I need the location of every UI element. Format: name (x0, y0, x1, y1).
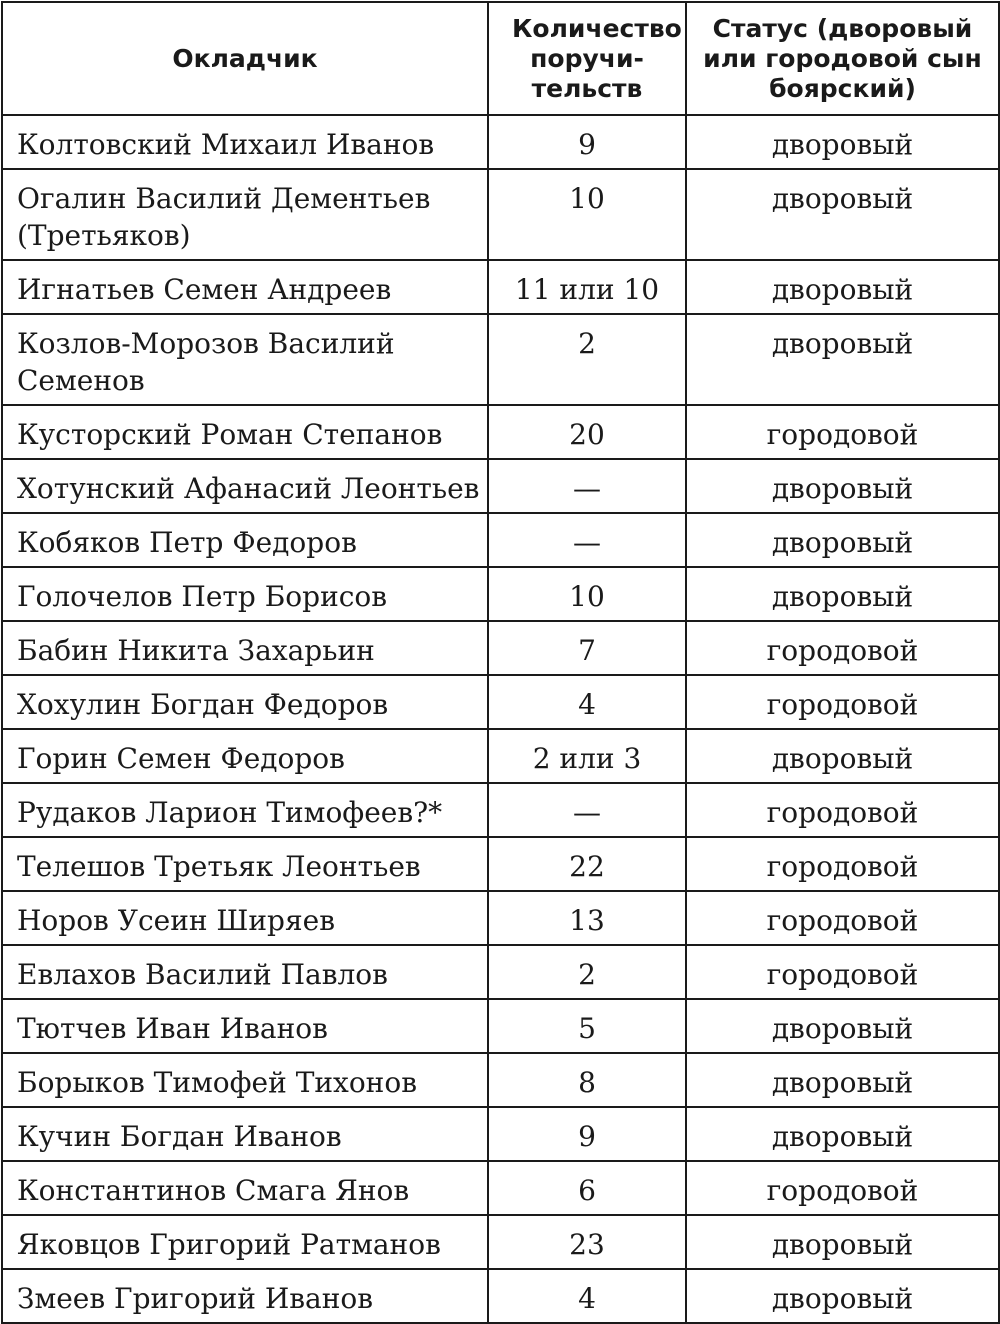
row-count: — (488, 783, 686, 837)
row-name: Игнатьев Семен Андреев (2, 260, 488, 314)
table-row (2, 513, 999, 567)
header-status-label: Статус (дворовый или городовой сын боярский) (703, 13, 982, 103)
table-body (2, 115, 999, 1323)
table-row (2, 314, 999, 405)
row-count: 23 (488, 1215, 686, 1269)
row-status: городовой (686, 621, 999, 675)
row-name: Борыков Тимофей Тихонов (2, 1053, 488, 1107)
row-status: городовой (686, 405, 999, 459)
table-row (2, 459, 999, 513)
table-row (2, 945, 999, 999)
row-status: дворовый (686, 1107, 999, 1161)
row-name: Норов Усеин Ширяев (2, 891, 488, 945)
row-status: дворовый (686, 169, 999, 260)
table-row (2, 1053, 999, 1107)
row-status: дворовый (686, 567, 999, 621)
row-count: 2 или 3 (488, 729, 686, 783)
row-count: 8 (488, 1053, 686, 1107)
table-row (2, 891, 999, 945)
table-row (2, 1215, 999, 1269)
table-row (2, 729, 999, 783)
row-count: 2 (488, 314, 686, 405)
row-count: 13 (488, 891, 686, 945)
row-status: дворовый (686, 260, 999, 314)
header-count-label: Количество поручи-тельств (512, 13, 682, 103)
row-name: Кучин Богдан Иванов (2, 1107, 488, 1161)
table-row (2, 1161, 999, 1215)
row-count: — (488, 459, 686, 513)
row-count: 20 (488, 405, 686, 459)
table-header (2, 2, 999, 115)
row-status: дворовый (686, 513, 999, 567)
row-status: дворовый (686, 115, 999, 169)
okladchiki-table (1, 1, 1000, 1324)
row-name: Змеев Григорий Иванов (2, 1269, 488, 1323)
table-row (2, 999, 999, 1053)
row-name: Колтовский Михаил Иванов (2, 115, 488, 169)
row-status: дворовый (686, 1269, 999, 1323)
row-name: Козлов-Морозов Василий Семенов (2, 314, 488, 405)
table-row (2, 405, 999, 459)
table-row (2, 621, 999, 675)
row-status: городовой (686, 1161, 999, 1215)
row-status: городовой (686, 675, 999, 729)
row-name: Горин Семен Федоров (2, 729, 488, 783)
row-name: Яковцов Григорий Ратманов (2, 1215, 488, 1269)
row-name: Кобяков Петр Федоров (2, 513, 488, 567)
row-count: 9 (488, 115, 686, 169)
row-name: Телешов Третьяк Леонтьев (2, 837, 488, 891)
row-count: 5 (488, 999, 686, 1053)
row-status: городовой (686, 837, 999, 891)
table-row (2, 783, 999, 837)
header-count (488, 2, 686, 115)
row-count: 4 (488, 1269, 686, 1323)
row-status: городовой (686, 945, 999, 999)
row-name: Бабин Никита Захарьин (2, 621, 488, 675)
row-name: Огалин Василий Дементьев (Третьяков) (2, 169, 488, 260)
row-count: 6 (488, 1161, 686, 1215)
table-row (2, 1269, 999, 1323)
row-name: Хотунский Афанасий Леонтьев (2, 459, 488, 513)
row-count: 2 (488, 945, 686, 999)
row-name: Константинов Смага Янов (2, 1161, 488, 1215)
header-name: Окладчик (2, 2, 488, 115)
row-status: дворовый (686, 314, 999, 405)
row-status: дворовый (686, 459, 999, 513)
row-status: дворовый (686, 999, 999, 1053)
row-name: Кусторский Роман Степанов (2, 405, 488, 459)
table-row (2, 675, 999, 729)
row-name: Тютчев Иван Иванов (2, 999, 488, 1053)
row-status: городовой (686, 891, 999, 945)
row-name: Евлахов Василий Павлов (2, 945, 488, 999)
table-row (2, 567, 999, 621)
row-status: дворовый (686, 1053, 999, 1107)
row-count: 7 (488, 621, 686, 675)
table-row (2, 169, 999, 260)
row-name: Рудаков Ларион Тимофеев?* (2, 783, 488, 837)
table-row (2, 1107, 999, 1161)
row-count: 22 (488, 837, 686, 891)
table-row (2, 260, 999, 314)
row-status: дворовый (686, 1215, 999, 1269)
table-row (2, 837, 999, 891)
row-count: 4 (488, 675, 686, 729)
header-status (686, 2, 999, 115)
table-row (2, 115, 999, 169)
row-count: 11 или 10 (488, 260, 686, 314)
row-count: 10 (488, 567, 686, 621)
row-name: Голочелов Петр Борисов (2, 567, 488, 621)
row-name: Хохулин Богдан Федоров (2, 675, 488, 729)
row-status: городовой (686, 783, 999, 837)
row-count: — (488, 513, 686, 567)
row-count: 10 (488, 169, 686, 260)
row-status: дворовый (686, 729, 999, 783)
header-row (2, 2, 999, 115)
row-count: 9 (488, 1107, 686, 1161)
